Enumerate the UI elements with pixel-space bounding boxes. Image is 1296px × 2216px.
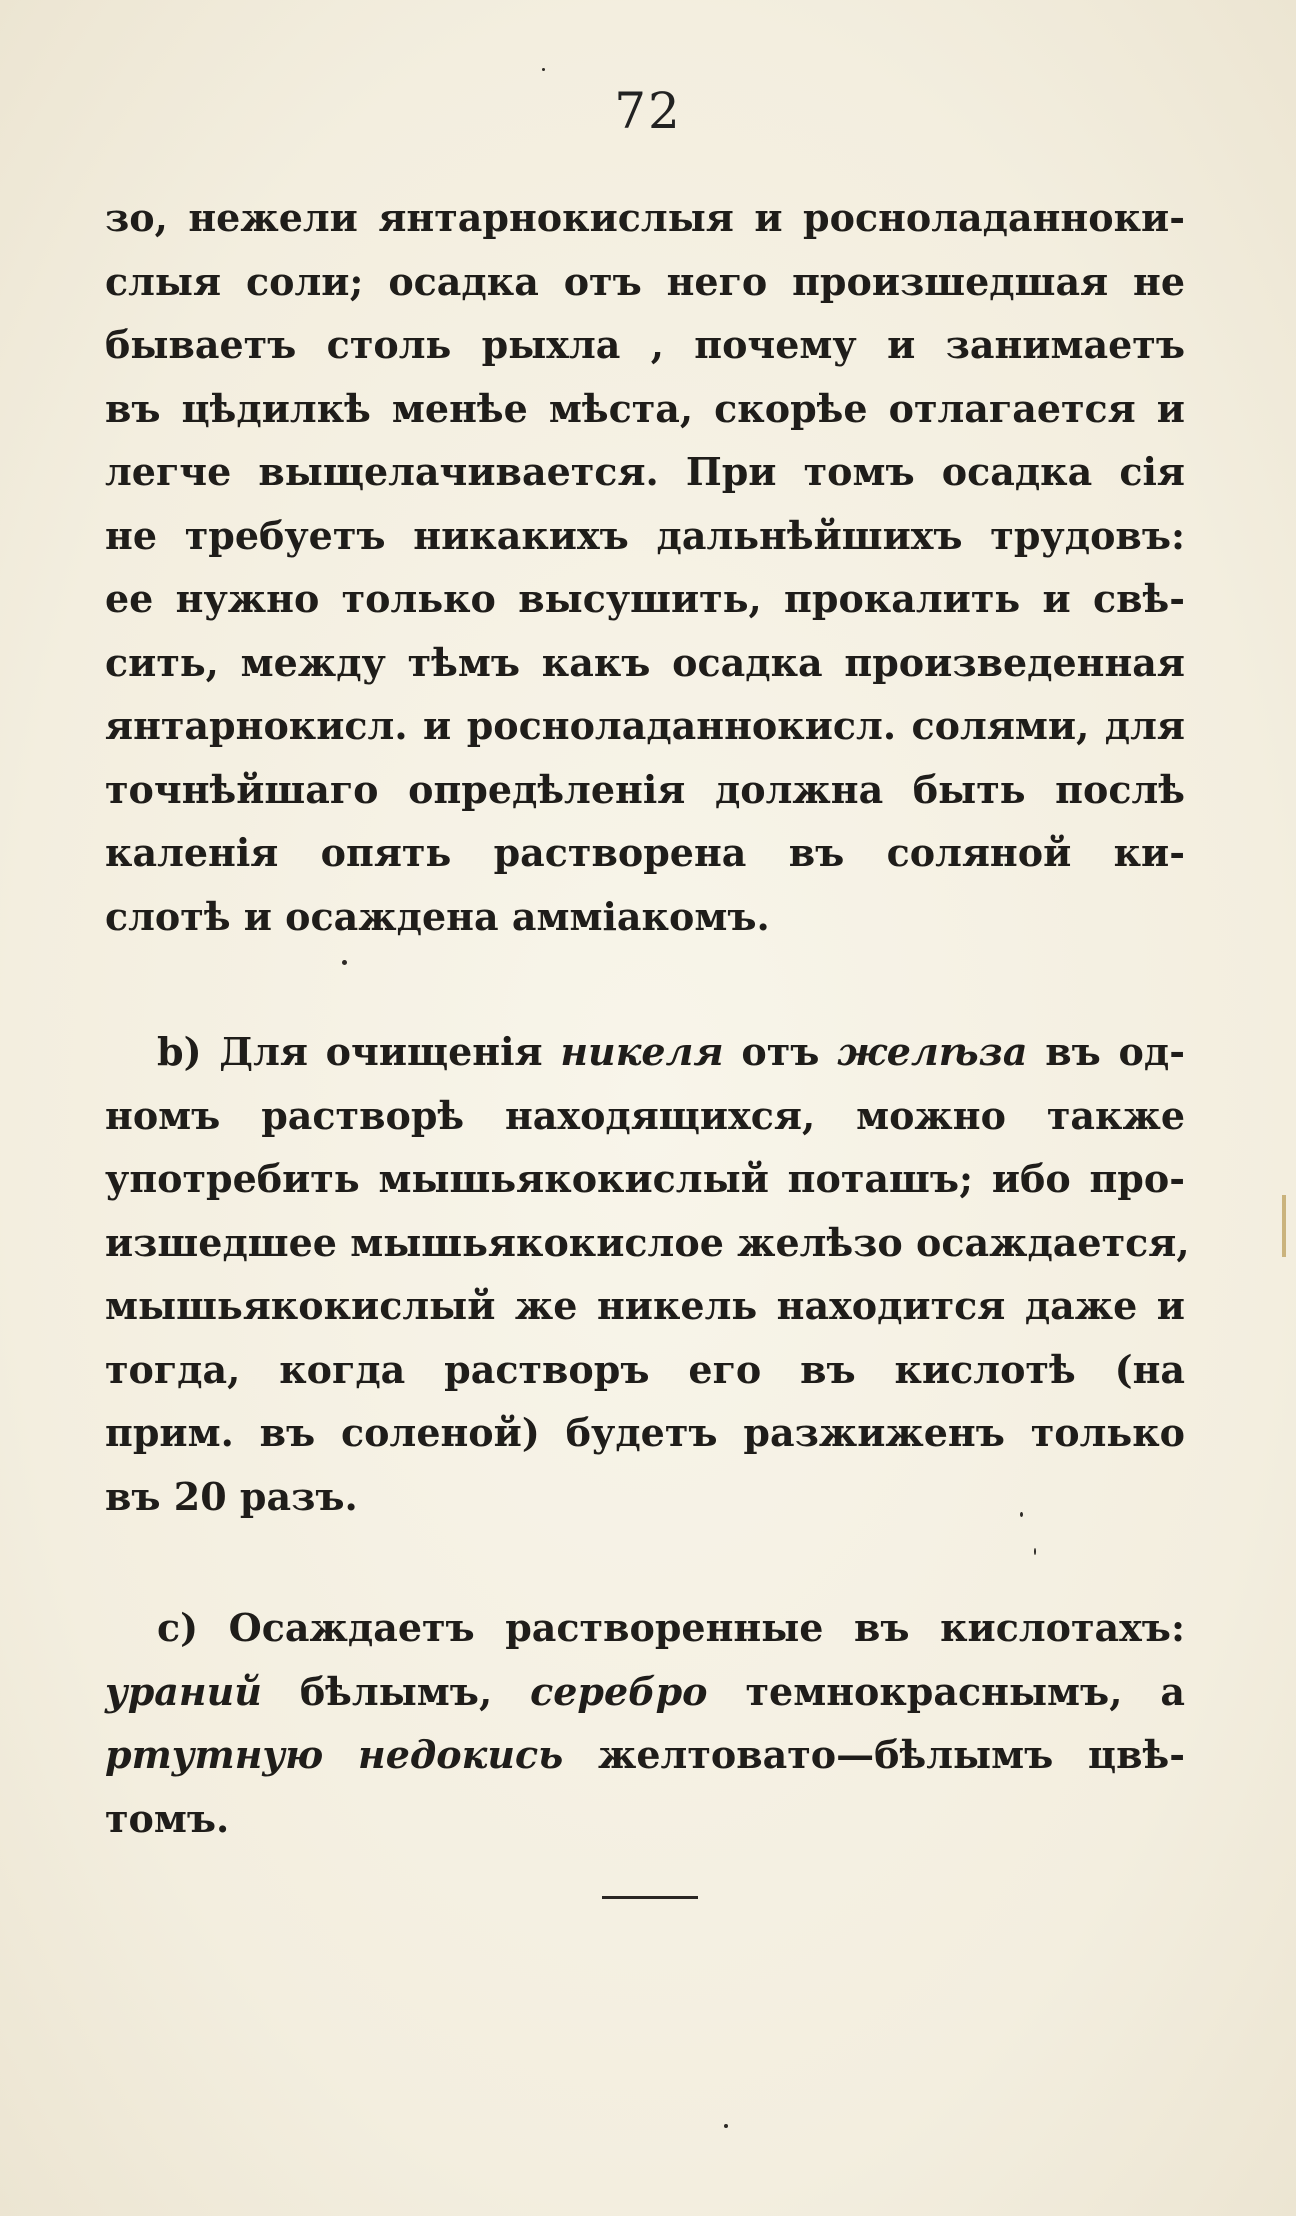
text-line: каленія опять растворена въ соляной ки- — [105, 830, 1185, 875]
paragraph-1 — [105, 186, 1185, 948]
text-line: бываетъ столь рыхла , почему и занимаетъ — [105, 322, 1185, 367]
ink-speck — [724, 2124, 728, 2128]
text-line: въ цѣдилкѣ менѣе мѣста, скорѣе отлагается и — [105, 385, 1185, 431]
text-line: изшедшее мышьякокислое желѣзо осаждается, — [105, 1219, 1190, 1265]
text-run: въ од- — [1027, 1029, 1185, 1074]
text-run: желтовато—бѣлымъ цвѣ- — [563, 1732, 1185, 1777]
text-run: темнокраснымъ, а — [707, 1668, 1185, 1714]
section-divider — [602, 1896, 698, 1899]
text-line: тогда, когда растворъ его въ кислотѣ (на — [105, 1346, 1185, 1392]
page-number: 72 — [614, 82, 682, 140]
text-line: употребить мышьякокислый поташъ; ибо про- — [105, 1156, 1185, 1201]
page-edge-mark — [1282, 1195, 1286, 1257]
text-line: томъ. — [105, 1795, 230, 1841]
text-line: легче выщелачивается. При томъ осадка сія — [105, 449, 1185, 494]
text-line: сить, между тѣмъ какъ осадка произведенная — [105, 639, 1185, 685]
text-run: отъ — [723, 1029, 838, 1074]
text-line: янтарнокисл. и росноладаннокисл. солями, для — [105, 703, 1185, 748]
italic-term: желѣза — [837, 1029, 1028, 1074]
text-line: номъ растворѣ находящихся, можно также — [105, 1092, 1185, 1138]
ink-speck — [542, 68, 545, 71]
paragraph-2 — [105, 1020, 1190, 1528]
italic-term: никеля — [560, 1029, 724, 1074]
text-line — [105, 1723, 1185, 1787]
text-line: ее нужно только высушить, прокалить и свѣ- — [105, 576, 1185, 621]
text-line: въ 20 разъ. — [105, 1473, 358, 1519]
text-line: слыя соли; осадка отъ него произшедшая не — [105, 258, 1185, 304]
italic-term: ураний — [105, 1668, 262, 1714]
text-run: b) Для очищенія — [157, 1029, 561, 1074]
text-line: не требуетъ никакихъ дальнѣйшихъ трудовъ: — [105, 512, 1185, 558]
text-line — [105, 1020, 1185, 1084]
text-line: c) Осаждаетъ растворенные въ кислотахъ: — [157, 1605, 1185, 1650]
text-line — [105, 1660, 1185, 1724]
text-line: слотѣ и осаждена аммiакомъ. — [105, 893, 770, 939]
text-line: мышьякокислый же никель находится даже и — [105, 1283, 1185, 1328]
paragraph-3 — [105, 1596, 1185, 1850]
text-line: прим. въ соленой) будетъ разжиженъ только — [105, 1410, 1185, 1455]
text-line: точнѣйшаго опредѣленія должна быть послѣ — [105, 766, 1185, 812]
text-line: зо, нежели янтарнокислыя и росноладаннoки- — [105, 195, 1185, 240]
ink-speck — [1034, 1548, 1036, 1555]
ink-speck — [1020, 1512, 1023, 1517]
text-run: бѣлымъ, — [261, 1668, 531, 1714]
ink-speck — [342, 960, 347, 965]
italic-term: ртутную недокись — [105, 1732, 564, 1777]
italic-term: серебро — [530, 1668, 708, 1714]
